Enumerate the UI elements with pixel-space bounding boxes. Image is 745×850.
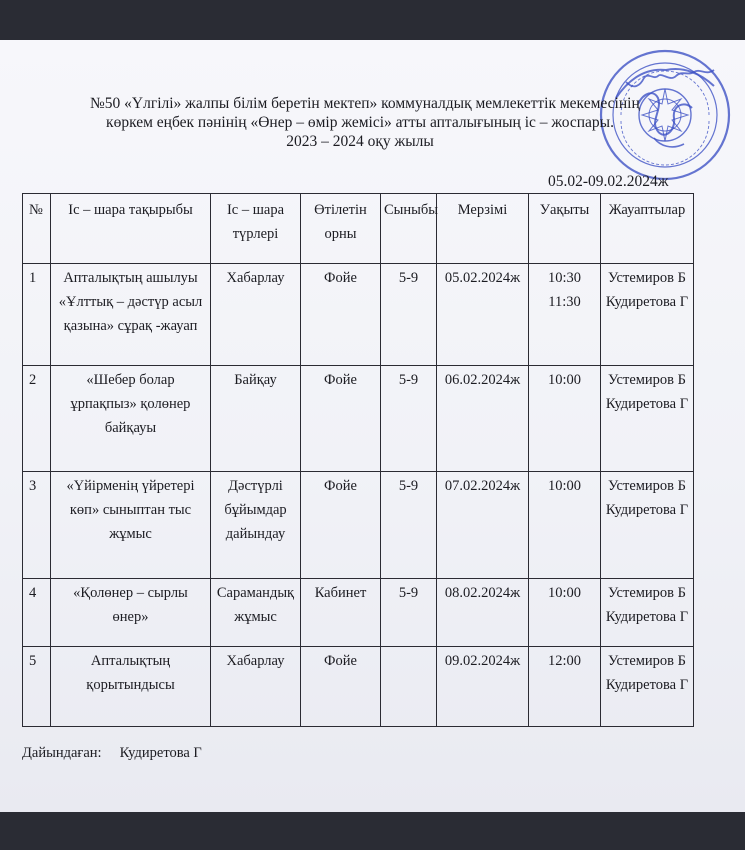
date-range: 05.02-09.02.2024ж [548, 173, 669, 190]
cell-grade: 5-9 [381, 366, 437, 472]
prepared-by-name: Кудиретова Г [119, 745, 202, 761]
cell-venue: Кабинет [301, 579, 381, 647]
table-row [23, 579, 694, 647]
cell-grade: 5-9 [381, 264, 437, 366]
header-cell-event-topic: Іс – шара тақырыбы [51, 194, 211, 264]
cell-event-topic: Апталықтың ашылуы «Ұлттық – дәстүр асыл қазына» сұрақ -жауап [51, 264, 211, 366]
table-row [23, 264, 694, 366]
title-line-3: 2023 – 2024 оқу жылы [286, 133, 434, 150]
cell-time: 10:00 [529, 366, 601, 472]
cell-event-topic: «Шебер болар ұрпақпыз» қолөнер байқауы [51, 366, 211, 472]
table-row [23, 647, 694, 727]
cell-responsible: Устемиров Б Кудиретова Г [601, 366, 694, 472]
cell-date: 09.02.2024ж [437, 647, 529, 727]
cell-grade: 5-9 [381, 472, 437, 579]
cell-responsible: Устемиров Б Кудиретова Г [601, 647, 694, 727]
cell-event-topic: «Үйірменің үйретері көп» сыныптан тыс жұмыс [51, 472, 211, 579]
cell-event-type: Хабарлау [211, 647, 301, 727]
cell-time: 10:00 [529, 579, 601, 647]
prepared-by-label: Дайындаған: [22, 745, 102, 761]
cell-date: 07.02.2024ж [437, 472, 529, 579]
cell-venue: Фойе [301, 472, 381, 579]
cell-responsible: Устемиров Б Кудиретова Г [601, 579, 694, 647]
cell-event-topic: Апталықтың қорытындысы [51, 647, 211, 727]
cell-number: 5 [23, 647, 51, 727]
cell-number: 2 [23, 366, 51, 472]
title-line-2: көркем еңбек пәнінің «Өнер – өмір жемісі» атты апталығының іс – жоспары. [106, 114, 614, 131]
header-cell-date: Мерзімі [437, 194, 529, 264]
cell-time: 10:00 [529, 472, 601, 579]
header-cell-time: Уақыты [529, 194, 601, 264]
header-cell-number: № [23, 194, 51, 264]
cell-event-topic: «Қолөнер – сырлы өнер» [51, 579, 211, 647]
cell-venue: Фойе [301, 366, 381, 472]
cell-time: 10:30 11:30 [529, 264, 601, 366]
document-page [0, 40, 745, 812]
header-cell-event-type: Іс – шара түрлері [211, 194, 301, 264]
cell-grade [381, 647, 437, 727]
cell-venue: Фойе [301, 264, 381, 366]
cell-event-type: Хабарлау [211, 264, 301, 366]
cell-responsible: Устемиров Б Кудиретова Г [601, 264, 694, 366]
cell-event-type: Дәстүрлі бұйымдар дайындау [211, 472, 301, 579]
cell-event-type: Байқау [211, 366, 301, 472]
table-row [23, 366, 694, 472]
prepared-by [22, 745, 202, 762]
cell-event-type: Сарамандық жұмыс [211, 579, 301, 647]
cell-grade: 5-9 [381, 579, 437, 647]
title-line-1: №50 «Үлгілі» жалпы білім беретін мектеп» коммуналдық мемлекеттік мекемесінің [90, 95, 640, 112]
cell-venue: Фойе [301, 647, 381, 727]
cell-date: 08.02.2024ж [437, 579, 529, 647]
table-header-row [23, 194, 694, 264]
cell-number: 3 [23, 472, 51, 579]
cell-number: 4 [23, 579, 51, 647]
header-cell-responsible: Жауаптылар [601, 194, 694, 264]
document-title [90, 94, 640, 151]
table-row [23, 472, 694, 579]
plan-table [22, 193, 694, 727]
cell-responsible: Устемиров Б Кудиретова Г [601, 472, 694, 579]
cell-time: 12:00 [529, 647, 601, 727]
cell-date: 05.02.2024ж [437, 264, 529, 366]
header-cell-grade: Сыныбы [381, 194, 437, 264]
header-cell-venue: Өтілетін орны [301, 194, 381, 264]
cell-number: 1 [23, 264, 51, 366]
cell-date: 06.02.2024ж [437, 366, 529, 472]
